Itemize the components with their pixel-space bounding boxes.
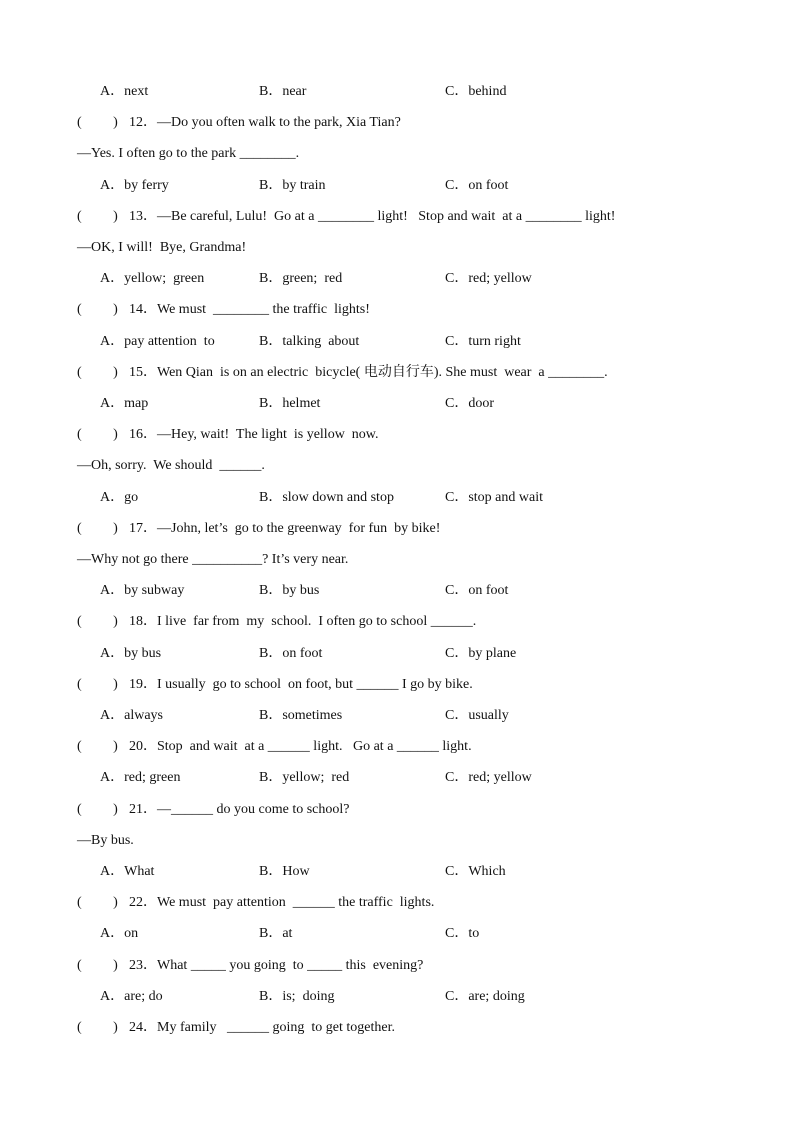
- option-c: C．on foot: [445, 178, 509, 193]
- question-row: [0, 113, 794, 133]
- question-row: [0, 800, 794, 820]
- option-c: C．are; doing: [445, 989, 525, 1004]
- question-text: 18．I live far from my school. I often go to school ______.: [129, 614, 477, 629]
- dialogue-text: —Oh, sorry. We should ______.: [77, 458, 265, 473]
- question-row: [0, 300, 794, 320]
- answer-blank-parentheses: ( ): [77, 365, 118, 380]
- option-c: C．red; yellow: [445, 271, 532, 286]
- option-a: A．What: [100, 864, 155, 879]
- answer-options-row: [0, 644, 794, 664]
- answer-blank-parentheses: ( ): [77, 427, 118, 442]
- answer-blank-parentheses: ( ): [77, 677, 118, 692]
- answer-options-row: [0, 581, 794, 601]
- answer-blank-parentheses: ( ): [77, 802, 118, 817]
- question-text: 23．What _____ you going to _____ this evening?: [129, 958, 424, 973]
- question-row: [0, 737, 794, 757]
- question-text: 20．Stop and wait at a ______ light. Go at a ______ light.: [129, 739, 472, 754]
- option-b: B．yellow; red: [259, 770, 350, 785]
- option-c: C．Which: [445, 864, 506, 879]
- answer-blank-parentheses: ( ): [77, 209, 118, 224]
- question-row: [0, 612, 794, 632]
- dialogue-line: [0, 238, 794, 258]
- dialogue-text: —By bus.: [77, 833, 134, 848]
- option-c: C．stop and wait: [445, 490, 543, 505]
- question-row: [0, 363, 794, 383]
- question-text: 15．Wen Qian is on an electric bicycle( 电动自行车). She must wear a ________.: [129, 365, 608, 380]
- option-a: A．pay attention to: [100, 334, 215, 349]
- option-a: A．on: [100, 926, 139, 941]
- option-a: A．map: [100, 396, 149, 411]
- answer-options-row: [0, 269, 794, 289]
- option-c: C．door: [445, 396, 494, 411]
- option-a: A．by bus: [100, 646, 162, 661]
- question-text: 16．—Hey, wait! The light is yellow now.: [129, 427, 379, 442]
- answer-blank-parentheses: ( ): [77, 895, 118, 910]
- option-a: A．yellow; green: [100, 271, 205, 286]
- answer-options-row: [0, 768, 794, 788]
- answer-options-row: [0, 862, 794, 882]
- option-b: B．talking about: [259, 334, 360, 349]
- question-text: 19．I usually go to school on foot, but ______ I go by bike.: [129, 677, 473, 692]
- question-text: 22．We must pay attention ______ the traffic lights.: [129, 895, 435, 910]
- answer-blank-parentheses: ( ): [77, 115, 118, 130]
- question-row: [0, 425, 794, 445]
- option-b: B．green; red: [259, 271, 343, 286]
- question-row: [0, 893, 794, 913]
- option-c: C．red; yellow: [445, 770, 532, 785]
- question-text: 17．—John, let’s go to the greenway for fun by bike!: [129, 521, 441, 536]
- answer-options-row: [0, 332, 794, 352]
- answer-blank-parentheses: ( ): [77, 521, 118, 536]
- option-c: C．by plane: [445, 646, 517, 661]
- answer-blank-parentheses: ( ): [77, 614, 118, 629]
- question-text: 14．We must ________ the traffic lights!: [129, 302, 370, 317]
- answer-options-row: [0, 394, 794, 414]
- dialogue-text: —Why not go there __________? It’s very near.: [77, 552, 349, 567]
- answer-options-row: [0, 488, 794, 508]
- question-row: [0, 675, 794, 695]
- option-b: B．by bus: [259, 583, 320, 598]
- question-text: 24．My family ______ going to get together.: [129, 1020, 395, 1035]
- option-a: A．by subway: [100, 583, 185, 598]
- option-b: B．slow down and stop: [259, 490, 394, 505]
- option-c: C．usually: [445, 708, 509, 723]
- option-a: A．next: [100, 84, 149, 99]
- answer-blank-parentheses: ( ): [77, 302, 118, 317]
- dialogue-text: —OK, I will! Bye, Grandma!: [77, 240, 247, 255]
- answer-options-row: [0, 82, 794, 102]
- option-b: B．is; doing: [259, 989, 335, 1004]
- dialogue-line: [0, 550, 794, 570]
- answer-blank-parentheses: ( ): [77, 1020, 118, 1035]
- option-a: A．always: [100, 708, 163, 723]
- option-c: C．to: [445, 926, 480, 941]
- option-a: A．go: [100, 490, 139, 505]
- option-c: C．turn right: [445, 334, 521, 349]
- option-b: B．on foot: [259, 646, 323, 661]
- option-b: B．near: [259, 84, 307, 99]
- option-c: C．behind: [445, 84, 507, 99]
- answer-options-row: [0, 706, 794, 726]
- option-a: A．by ferry: [100, 178, 169, 193]
- question-row: [0, 207, 794, 227]
- answer-options-row: [0, 924, 794, 944]
- question-text: 12．—Do you often walk to the park, Xia Tian?: [129, 115, 401, 130]
- answer-options-row: [0, 987, 794, 1007]
- question-text: 21．—______ do you come to school?: [129, 802, 350, 817]
- answer-blank-parentheses: ( ): [77, 739, 118, 754]
- dialogue-line: [0, 144, 794, 164]
- option-b: B．How: [259, 864, 310, 879]
- dialogue-line: [0, 831, 794, 851]
- option-a: A．red; green: [100, 770, 181, 785]
- answer-options-row: [0, 176, 794, 196]
- question-row: [0, 1018, 794, 1038]
- answer-blank-parentheses: ( ): [77, 958, 118, 973]
- option-b: B．by train: [259, 178, 326, 193]
- option-c: C．on foot: [445, 583, 509, 598]
- option-a: A．are; do: [100, 989, 163, 1004]
- question-row: [0, 956, 794, 976]
- question-row: [0, 519, 794, 539]
- dialogue-line: [0, 456, 794, 476]
- option-b: B．at: [259, 926, 293, 941]
- dialogue-text: —Yes. I often go to the park ________.: [77, 146, 300, 161]
- option-b: B．helmet: [259, 396, 321, 411]
- option-b: B．sometimes: [259, 708, 343, 723]
- question-text: 13．—Be careful, Lulu! Go at a ________ light! Stop and wait at a ________ light!: [129, 209, 616, 224]
